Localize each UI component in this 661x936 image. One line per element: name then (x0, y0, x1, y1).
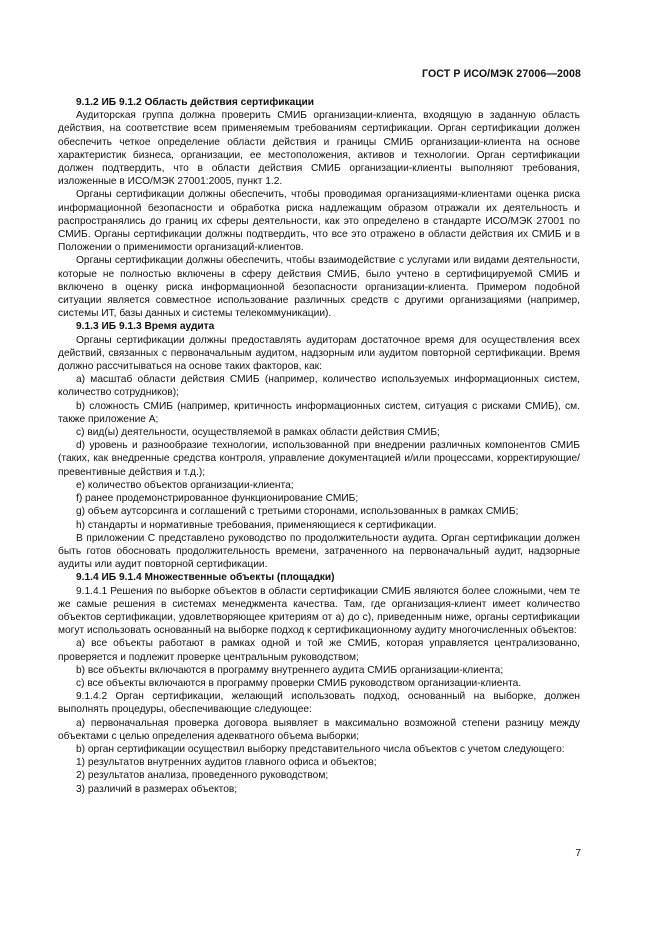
paragraph: c) все объекты включаются в программу проверки СМИБ руководством организации-клиента. (76, 677, 522, 689)
section-heading: 9.1.3 ИБ 9.1.3 Время аудита (76, 321, 215, 333)
paragraph: a) масштаб области действия СМИБ (например, количество используемых информационных систем, количество сотрудников); (58, 374, 580, 399)
page-number: 7 (575, 848, 581, 859)
paragraph: Аудиторская группа должна проверить СМИБ организации-клиента, входящую в заданную область действия, на соответствие всем применяемым требованиям сертификации. Орган сертификации должен обеспечить четкое определение области действия и границы СМИБ организации-клиента на основе характеристик бизнеса, организации, ее местоположения, активов и технологии. Орган сертификации должен подтвердить, что в области действия СМИБ организации-клиенты выполняют требования, изложенные в ИСО/МЭК 27001:2005, пункт 1.2. (58, 110, 580, 188)
paragraph: e) количество объектов организации-клиента; (76, 479, 294, 491)
paragraph: d) уровень и разнообразие технологии, использованной при внедрении различных компонентов СМИБ (таких, как внедренные средства контроля, управление документацией и/или процессами, корректирующие/превентивные действия и т.д.); (58, 440, 580, 478)
document-header: ГОСТ Р ИСО/МЭК 27006—2008 (422, 68, 581, 80)
document-body (58, 96, 580, 796)
paragraph: b) орган сертификации осуществил выборку представительного числа объектов с учетом следующего: (76, 743, 565, 755)
paragraph: Органы сертификации должны предоставлять аудиторам достаточное время для осуществления всех действий, связанных с первоначальным аудитом, надзорным или аудитом повторной сертификации. Время должно рассчитываться на основе таких факторов, как: (58, 334, 580, 373)
paragraph: h) стандарты и нормативные требования, применяющиеся к сертификации. (76, 519, 437, 531)
paragraph: c) вид(ы) деятельности, осуществляемой в рамках области действия СМИБ; (76, 427, 440, 439)
paragraph: В приложении С представлено руководство по продолжительности аудита. Орган сертификации должен быть готов обосновать продолжительность времени, затраченного на первоначальный аудит, надзорные аудиты или аудит повторной сертификации. (58, 532, 580, 571)
paragraph: 2) результатов анализа, проведенного руководством; (76, 770, 329, 782)
paragraph: 9.1.4.2 Орган сертификации, желающий использовать подход, основанный на выборке, должен выполнять процедуры, обеспечивающие следующее: (58, 691, 580, 716)
section-heading: 9.1.2 ИБ 9.1.2 Область действия сертификации (76, 97, 315, 108)
paragraph: g) объем аутсорсинга и соглашений с третьими сторонами, использованных в рамках СМИБ; (76, 506, 519, 518)
paragraph: 3) различий в размерах объектов; (76, 783, 238, 795)
paragraph: 1) результатов внутренних аудитов главного офиса и объектов; (76, 757, 377, 769)
paragraph: b) все объекты включаются в программу внутреннего аудита СМИБ организации-клиента; (76, 664, 504, 676)
paragraph: a) все объекты работают в рамках одной и той же СМИБ, которая управляется централизованно, проверяется и подлежит проверке центральным руководством; (58, 638, 580, 663)
section-heading: 9.1.4 ИБ 9.1.4 Множественные объекты (площадки) (76, 572, 335, 584)
paragraph: 9.1.4.1 Решения по выборке объектов в области сертификации СМИБ являются более сложными, чем те же самые решения в системах менеджмента качества. Там, где организация-клиент имеет количество объектов сертификации, удовлетворяющее критериям от a) до c), приведенным ниже, органы сертификации могут использовать основанный на выборке подход к сертификационному аудиту многочисленных объектов: (58, 585, 580, 637)
paragraph: a) первоначальная проверка договора выявляет в максимально возможной степени разницу между объектами с целью определения адекватного объема выборки; (58, 717, 580, 742)
paragraph: Органы сертификации должны обеспечить, чтобы проводимая организациями-клиентами оценка риска информационной безопасности и обработка риска надлежащим образом отражали их деятельность и распространялись до границ их сферы деятельности, как это определено в стандарте ИСО/МЭК 27001 по СМИБ. Органы сертификации должны подтвердить, что все это отражено в области действия их СМИБ и в Положении о применимости организаций-клиентов. (58, 189, 580, 254)
paragraph: f) ранее продемонстрированное функционирование СМИБ; (76, 493, 359, 505)
paragraph: Органы сертификации должны обеспечить, чтобы взаимодействие с услугами или видами деятельности, которые не полностью включены в сферу действия СМИБ, было учтено в сертифицируемой СМИБ и включено в оценку риска информационной безопасности организации-клиента. Примером подобной ситуации является совместное использование различных средств с другими организациями (например, системы ИТ, базы данных и системы телекоммуникации). (58, 255, 580, 320)
paragraph: b) сложность СМИБ (например, критичность информационных систем, ситуация с рисками СМИБ), см. также приложение А; (58, 400, 580, 425)
